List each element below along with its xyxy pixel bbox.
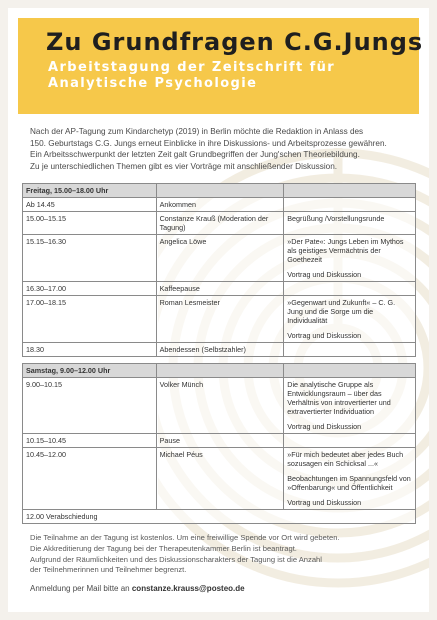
speaker-cell: Pause xyxy=(156,434,284,448)
speaker-cell: Abendessen (Selbstzahler) xyxy=(156,343,284,357)
table-row xyxy=(23,198,416,212)
flyer-page xyxy=(8,8,429,612)
intro-text xyxy=(30,126,419,172)
time-cell: 15.15–16.30 xyxy=(23,235,157,282)
time-cell: 15.00–15.15 xyxy=(23,212,157,235)
table-row xyxy=(23,235,416,282)
speaker-cell: Roman Lesmeister xyxy=(156,296,284,343)
time-cell: 16.30–17.00 xyxy=(23,282,157,296)
intro-line: 150. Geburtstags C.G. Jungs erneut Einblicke in ihre Diskussions- und Arbeitsprozesse gewähren. xyxy=(30,138,387,148)
subtitle-line: Arbeitstagung der Zeitschrift für xyxy=(48,60,336,75)
table-row xyxy=(23,343,416,357)
topic-cell xyxy=(284,235,416,282)
speaker-cell: Constanze Krauß (Moderation der Tagung) xyxy=(156,212,284,235)
footer-line: Aufgrund der Räumlichkeiten und des Diskussionscharakters der Tagung ist die Anzahl xyxy=(30,554,322,564)
day-header-friday xyxy=(23,184,416,198)
title-banner xyxy=(18,18,424,114)
topic-cell xyxy=(284,448,416,510)
schedule-table xyxy=(22,183,416,524)
footer-line: Die Teilnahme an der Tagung ist kostenlos. Um eine freiwillige Spende vor Ort wird gebeten. xyxy=(30,533,340,543)
time-cell: 18.30 xyxy=(23,343,157,357)
table-spacer xyxy=(23,357,416,364)
time-cell: 9.00–10.15 xyxy=(23,378,157,434)
table-row xyxy=(23,296,416,343)
spacer-cell xyxy=(23,357,416,364)
speaker-cell: Ankommen xyxy=(156,198,284,212)
footer-notes xyxy=(30,533,419,575)
day-header-cell xyxy=(156,364,284,378)
topic-cell xyxy=(284,343,416,357)
day-header-saturday xyxy=(23,364,416,378)
talk-title: Die analytische Gruppe als Entwicklungsraum – über das Verhältnis von introvertierter und extravertierter Individuation xyxy=(287,380,391,417)
intro-line: Zu je unterschiedlichen Themen gibt es vier Vorträge mit anschließender Diskussion. xyxy=(30,161,338,171)
footer-line: der Teilnehmerinnen und Teilnehmer begrenzt. xyxy=(30,565,187,575)
registration-contact xyxy=(30,584,419,593)
topic-cell xyxy=(284,296,416,343)
day-header-cell xyxy=(284,184,416,198)
talk-title: »Gegenwart und Zukunft« – C. G. Jung und die Sorge um die Individualität xyxy=(287,298,396,326)
talk-title: »Der Pate«: Jungs Leben im Mythos als geistiges Vermächtnis der Goethezeit xyxy=(287,237,404,265)
table-row xyxy=(23,282,416,296)
talk-title: »Für mich bedeutet aber jedes Buch sozusagen ein Schicksal ...« xyxy=(287,450,404,469)
closing-cell: 12.00 Verabschiedung xyxy=(23,510,416,524)
table-row xyxy=(23,448,416,510)
day-header-cell xyxy=(156,184,284,198)
day-label: Samstag, 9.00–12.00 Uhr xyxy=(23,364,157,378)
contact-prefix: Anmeldung per Mail bitte an xyxy=(30,583,130,593)
speaker-cell: Volker Münch xyxy=(156,378,284,434)
speaker-cell: Kaffeepause xyxy=(156,282,284,296)
contact-email-link[interactable]: constanze.krauss@posteo.de xyxy=(131,583,245,593)
table-row xyxy=(23,212,416,235)
time-cell: 17.00–18.15 xyxy=(23,296,157,343)
intro-line: Ein Arbeitsschwerpunkt der letzten Zeit galt Grundbegriffen der Jung'schen Theoriebildung. xyxy=(30,150,360,160)
table-row xyxy=(23,378,416,434)
intro-line: Nach der AP-Tagung zum Kindarchetyp (2019) in Berlin möchte die Redaktion in Anlass des xyxy=(30,127,364,136)
topic-cell xyxy=(284,282,416,296)
talk-format: Vortrag und Diskussion xyxy=(287,331,362,341)
page-title: Zu Grundfragen C.G.Jungs xyxy=(46,28,424,56)
talk-subtitle: Beobachtungen im Spannungsfeld von »Offenbarung« und Öffentlichkeit xyxy=(287,474,411,493)
talk-format: Vortrag und Diskussion xyxy=(287,270,362,280)
subtitle-line: Analytische Psychologie xyxy=(48,76,258,91)
time-cell: Ab 14.45 xyxy=(23,198,157,212)
topic-cell: Begrüßung /Vorstellungsrunde xyxy=(284,212,416,235)
talk-format: Vortrag und Diskussion xyxy=(287,498,362,508)
table-row xyxy=(23,510,416,524)
time-cell: 10.15–10.45 xyxy=(23,434,157,448)
table-row xyxy=(23,434,416,448)
page-subtitle xyxy=(48,60,405,92)
topic-cell xyxy=(284,378,416,434)
time-cell: 10.45–12.00 xyxy=(23,448,157,510)
talk-format: Vortrag und Diskussion xyxy=(287,422,362,432)
speaker-cell: Angelica Löwe xyxy=(156,235,284,282)
day-header-cell xyxy=(284,364,416,378)
day-label: Freitag, 15.00–18.00 Uhr xyxy=(23,184,157,198)
speaker-cell: Michael Péus xyxy=(156,448,284,510)
topic-cell xyxy=(284,198,416,212)
footer-line: Die Akkreditierung der Tagung bei der Therapeutenkammer Berlin ist beantragt. xyxy=(30,543,297,553)
topic-cell xyxy=(284,434,416,448)
